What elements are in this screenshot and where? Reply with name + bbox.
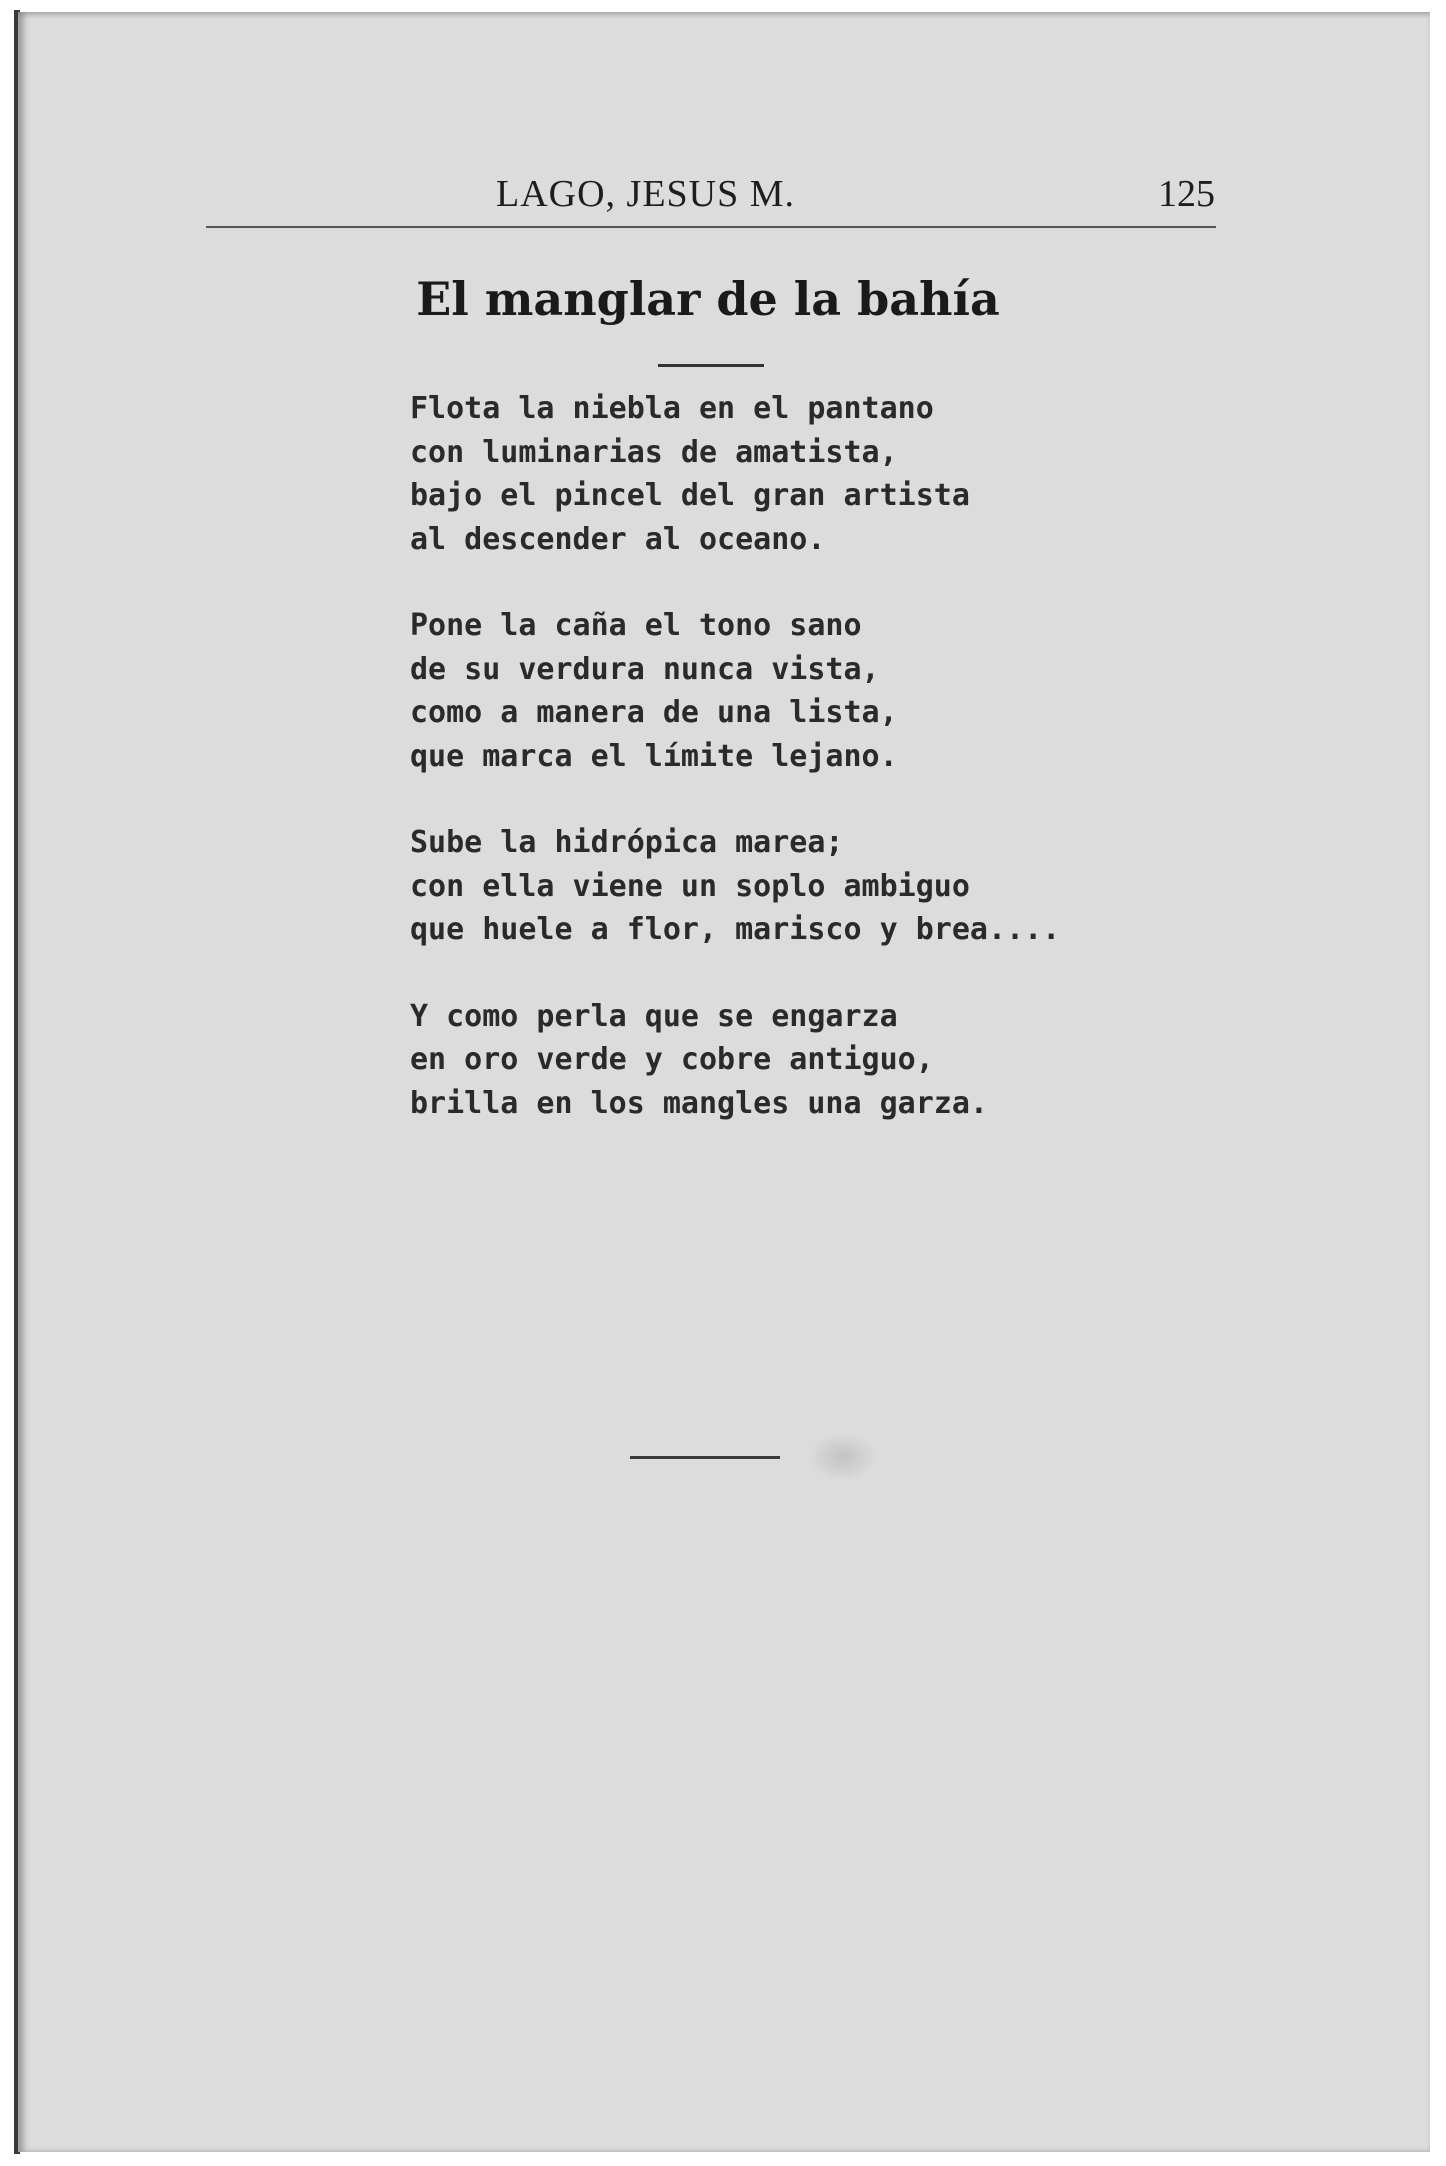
poem-line: que marca el límite lejano.: [410, 738, 898, 774]
poem-line: brilla en los mangles una garza.: [410, 1085, 988, 1121]
poem-line: con ella viene un soplo ambiguo: [410, 868, 970, 904]
poem-line: en oro verde y cobre antiguo,: [410, 1042, 934, 1077]
poem-line: con luminarias de amatista,: [410, 434, 898, 470]
poem-line: Y como perla que se engarza: [410, 998, 898, 1034]
stanza: [410, 821, 1061, 952]
header-rule: [206, 226, 1216, 228]
page-number: 125: [1158, 173, 1215, 215]
stanza: [410, 387, 1050, 561]
running-head: LAGO, JESUS M.: [496, 173, 796, 215]
poem-line: Pone la caña el tono sano: [410, 608, 862, 643]
stanza: [410, 995, 1050, 1126]
title-rule: [658, 364, 764, 367]
poem-line: como a manera de una lista,: [410, 695, 898, 730]
poem-title: El manglar de la bahía: [416, 272, 1000, 326]
page-header: [203, 172, 1215, 232]
book-page: [18, 12, 1430, 2152]
poem-line: Sube la hidrópica marea;: [410, 825, 844, 860]
poem-line: al descender al oceano.: [410, 521, 826, 557]
poem-body: [410, 387, 1061, 1168]
closing-rule: [630, 1456, 780, 1459]
poem-line: de su verdura nunca vista,: [410, 651, 880, 687]
stanza: [410, 604, 1050, 778]
poem-line: que huele a flor, marisco y brea....: [410, 912, 1061, 947]
poem-line: bajo el pincel del gran artista: [410, 478, 970, 513]
poem-line: Flota la niebla en el pantano: [410, 391, 934, 426]
ink-smudge: [808, 1432, 878, 1482]
